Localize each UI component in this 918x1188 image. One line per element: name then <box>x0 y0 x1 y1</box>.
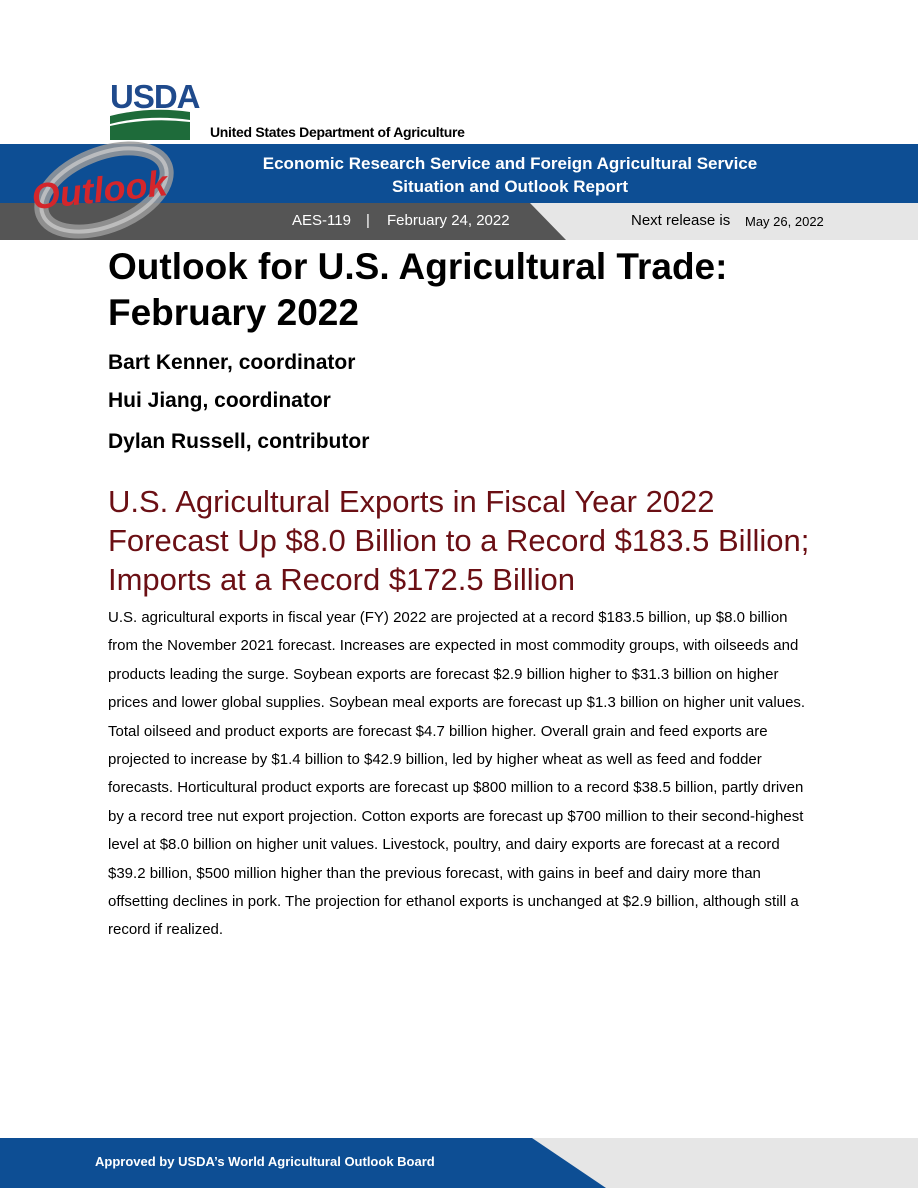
body-paragraph: U.S. agricultural exports in fiscal year (FY) 2022 are projected at a record $183.5 billion, up $8.0 billion from the November 2021 forecast. Increases are expected in most commodity groups, with oilseeds and products leading the surge. Soybean exports are forecast $2.9 billion higher to $31.3 billion on higher prices and lower global supplies. Soybean meal exports are forecast up $1.3 billion on higher unit values. Total oilseed and product exports are forecast $4.7 billion higher. Overall grain and feed exports are projected to increase by $1.4 billion to $42.9 billion, led by higher wheat as well as feed and fodder forecasts. Horticultural product exports are forecast up $800 million to a record $38.5 billion, partly driven by a record tree nut export projection. Cotton exports are forecast up $700 million to their second-highest level at $8.0 billion on higher unit values. Livestock, poultry, and dairy exports are forecast at a record $39.2 billion, $500 million higher than the previous forecast, with gains in beef and dairy more than offsetting declines in pork. The projection for ethanol exports is unchanged at $2.9 billion, although still a record if realized. <box>108 609 806 939</box>
author-coordinator-2: Hui Jiang, coordinator <box>108 389 331 412</box>
next-release-label: Next release is <box>631 212 731 229</box>
banner-agencies: Economic Research Service and Foreign Agricultural Service <box>262 154 758 173</box>
usda-wordmark: USDA <box>110 78 200 115</box>
outlook-logo-text: Outlook <box>29 162 170 218</box>
agency-name: United States Department of Agriculture <box>210 124 465 140</box>
footer-approval-text: Approved by USDA’s World Agricultural Outlook Board <box>95 1154 435 1169</box>
report-title: Outlook for U.S. Agricultural Trade: February 2022 <box>108 246 728 333</box>
report-separator: | <box>366 212 370 229</box>
report-date: February 24, 2022 <box>387 212 510 229</box>
banner-report-type: Situation and Outlook Report <box>391 177 629 196</box>
author-contributor: Dylan Russell, contributor <box>108 430 370 453</box>
next-release-date: May 26, 2022 <box>745 214 824 229</box>
report-number: AES-119 <box>292 212 351 229</box>
outlook-logo <box>22 140 192 240</box>
author-coordinator-1: Bart Kenner, coordinator <box>108 351 356 374</box>
section-heading: U.S. Agricultural Exports in Fiscal Year 2022 Forecast Up $8.0 Billion to a Record $183.5 Billion; Imports at a Record $172.5 Billion <box>108 484 810 597</box>
